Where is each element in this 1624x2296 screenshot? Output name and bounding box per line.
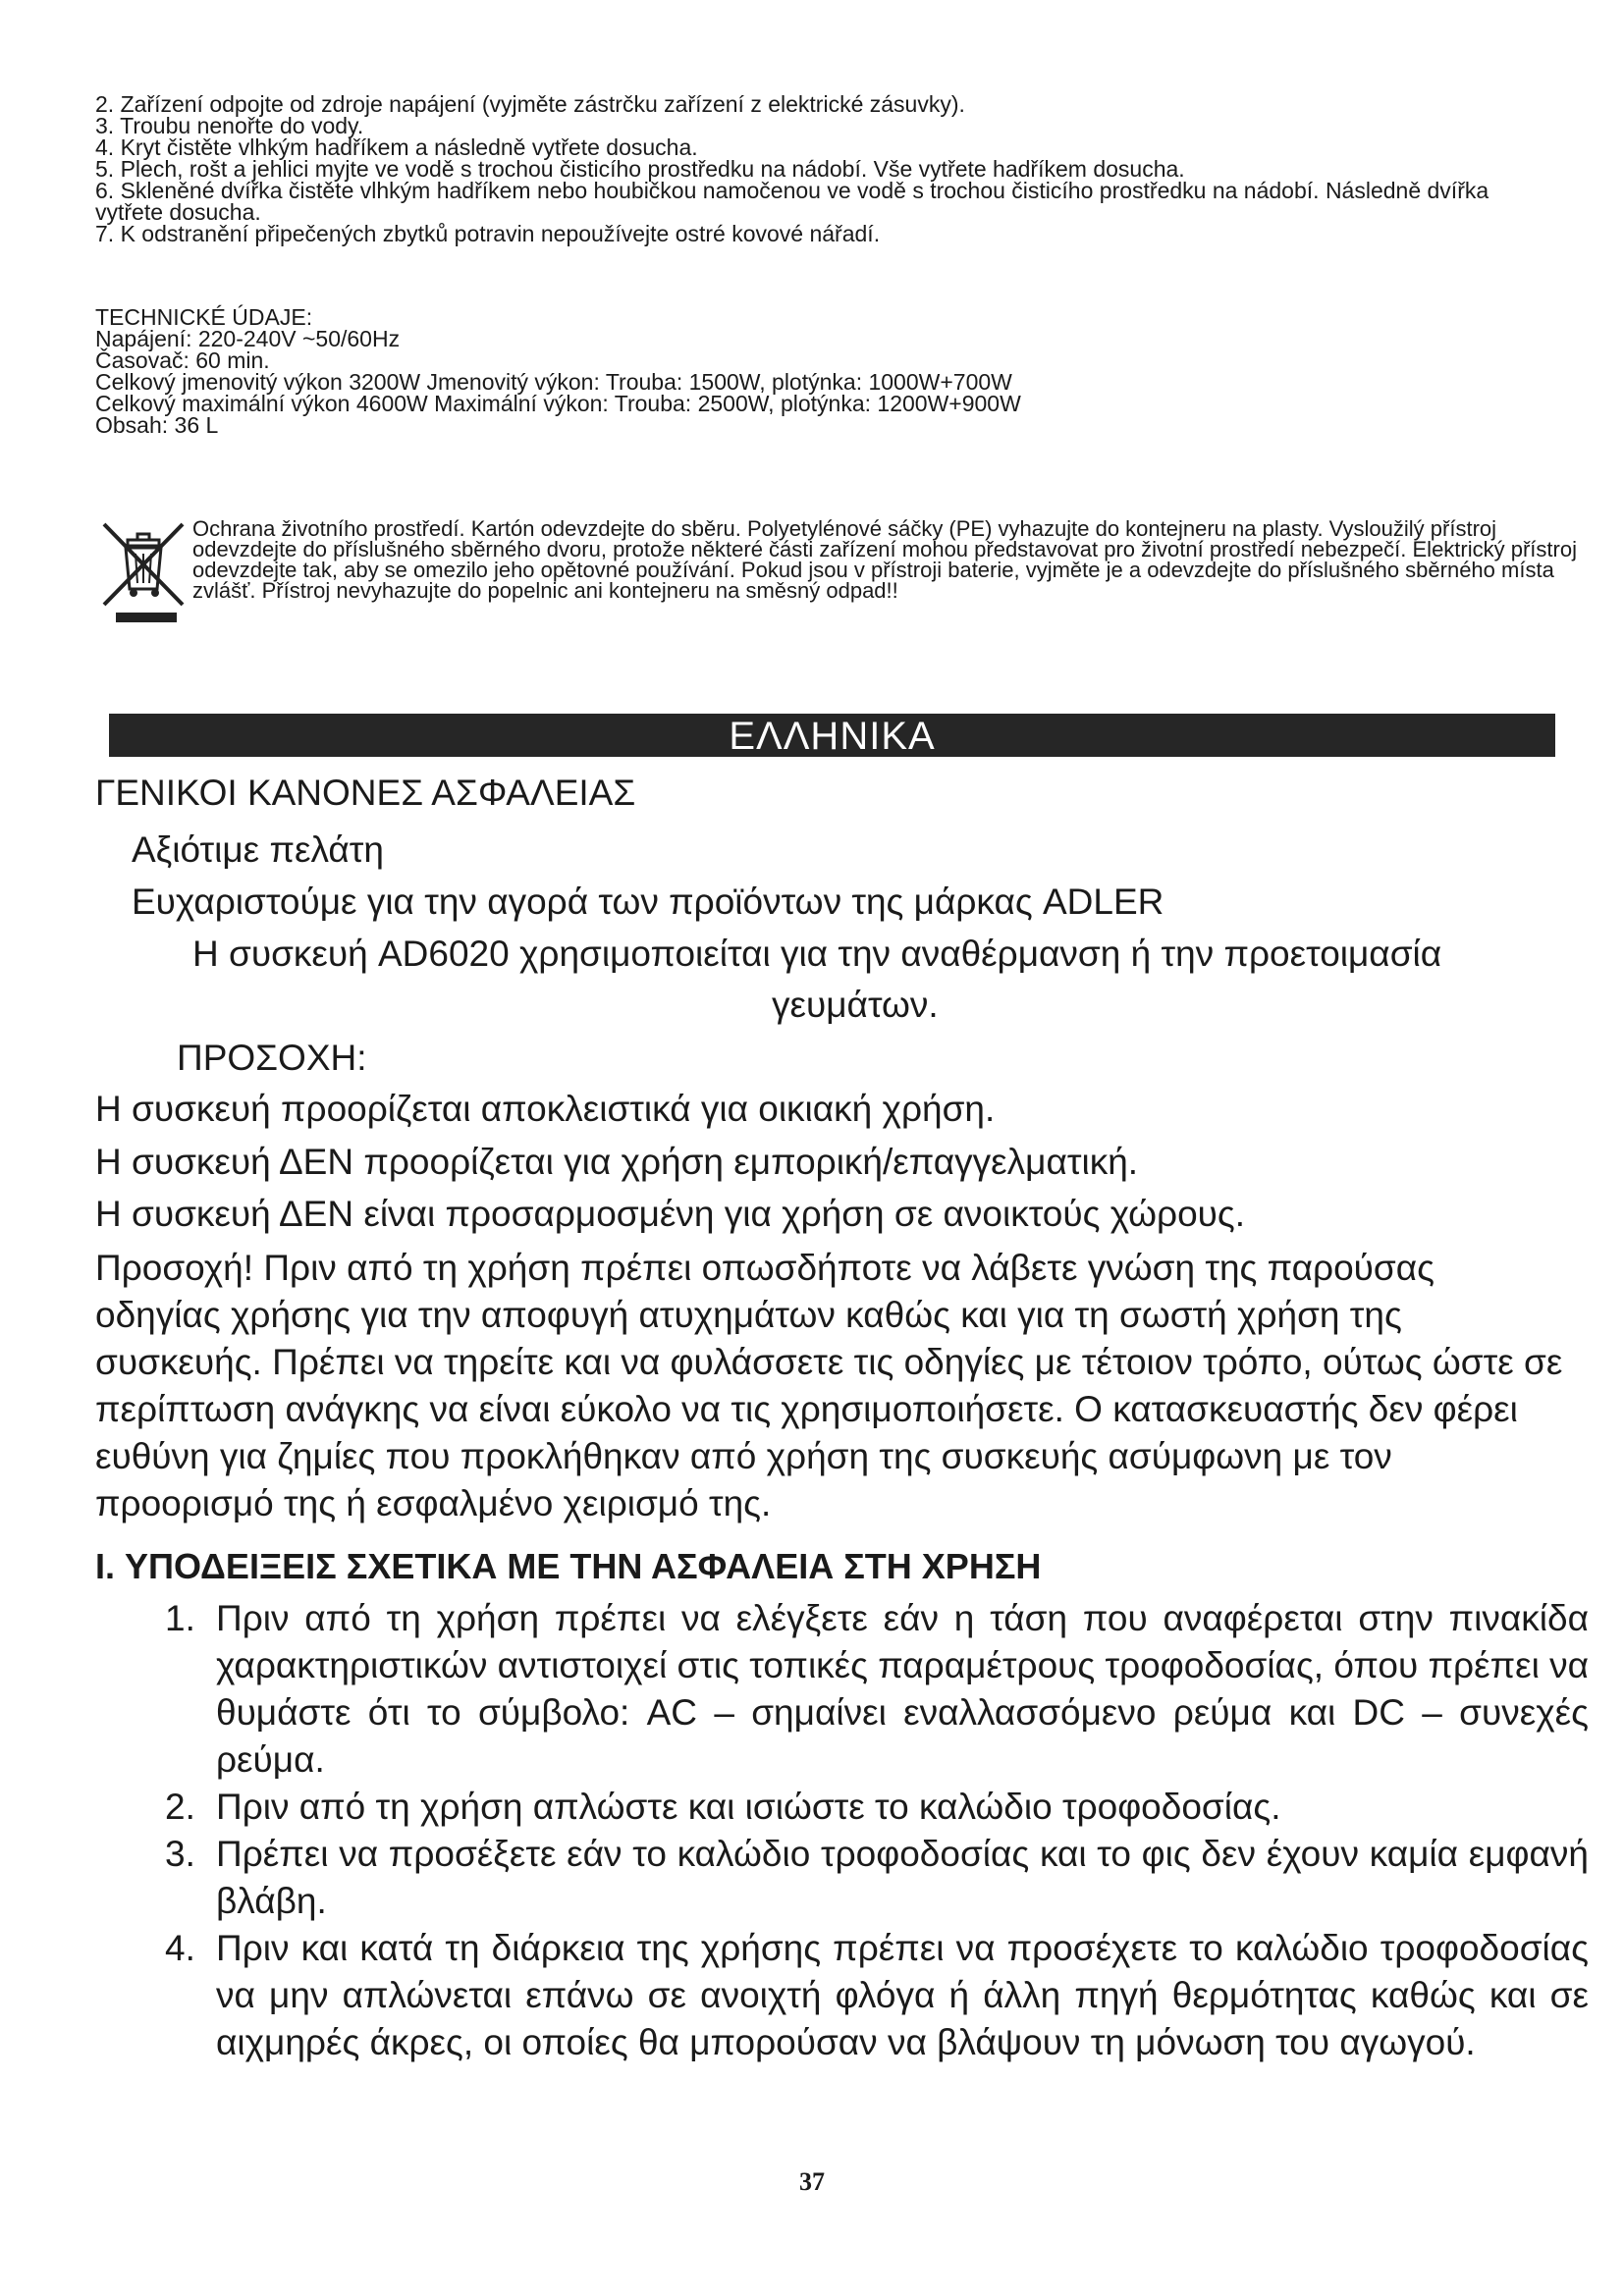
- czech-maintenance-steps: [95, 93, 1548, 244]
- czech-step-5: 5. Plech, rošt a jehlici myjte ve vodě s trochou čisticího prostředku na nádobí. Vše vytřete hadříkem dosucha.: [95, 156, 1185, 182]
- technical-data: [95, 306, 1021, 436]
- czech-step-4: 4. Kryt čistěte vlhkým hadříkem a následně vytřete dosucha.: [95, 134, 698, 160]
- tech-line-rated-power: Celkový jmenovitý výkon 3200W Jmenovitý výkon: Trouba: 1500W, plotýnka: 1000W+700W: [95, 369, 1012, 395]
- safety-item-text: Πριν και κατά τη διάρκεια της χρήσης πρέπει να προσέχετε το καλώδιο τροφοδοσίας να μην απλώνεται επάνω σε ανοιχτή φλόγα ή άλλη πηγή θερμότητας καθώς και σε αιχμηρές άκρες, οι οποίες θα μπορούσαν να βλάψουν τη μόνωση του αγωγού.: [216, 1928, 1589, 2062]
- salutation: Αξιότιμε πελάτη: [132, 829, 384, 870]
- safety-item-number: 2.: [165, 1787, 195, 1827]
- czech-step-6: 6. Skleněné dvířka čistěte vlhkým hadříkem nebo houbičkou namočenou ve vodě s trochou čisticího prostředku na nádobí. Následně dvířka vytřete dosucha.: [95, 178, 1489, 225]
- czech-step-3: 3. Troubu nenořte do vody.: [95, 113, 364, 138]
- general-safety-title: ΓΕΝΙΚΟΙ ΚΑΝΟΝΕΣ ΑΣΦΑΛΕΙΑΣ: [95, 773, 636, 813]
- tech-line-capacity: Obsah: 36 L: [95, 412, 219, 438]
- environment-notice: [192, 518, 1577, 601]
- safety-item-2: [165, 1784, 1589, 1831]
- safety-section-title: I. ΥΠΟΔΕΙΞΕΙΣ ΣΧΕΤΙΚΑ ΜΕ ΤΗΝ ΑΣΦΑΛΕΙΑ ΣΤΗ ΧΡΗΣΗ: [95, 1546, 1042, 1586]
- language-header-bar: [109, 714, 1555, 757]
- crossed-bin-icon: [98, 518, 187, 626]
- czech-step-2: 2. Zařízení odpojte od zdroje napájení (vyjměte zástrčku zařízení z elektrické zásuvky).: [95, 91, 965, 117]
- page-number: 37: [799, 2167, 825, 2196]
- note-not-commercial: Η συσκευή ΔΕΝ προορίζεται για χρήση εμπορική/επαγγελματική.: [95, 1142, 1139, 1182]
- technical-data-title: TECHNICKÉ ÚDAJE:: [95, 304, 313, 330]
- safety-item-number: 3.: [165, 1834, 195, 1874]
- purpose-line-2: γευμάτων.: [772, 985, 939, 1025]
- czech-step-7: 7. K odstranění připečených zbytků potravin nepoužívejte ostré kovové nářadí.: [95, 221, 881, 246]
- safety-item-number: 1.: [165, 1598, 195, 1638]
- thanks-line: Ευχαριστούμε για την αγορά των προϊόντων της μάρκας ADLER: [132, 881, 1164, 922]
- safety-item-text: Πριν από τη χρήση απλώστε και ισιώστε το καλώδιο τροφοδοσίας.: [216, 1787, 1281, 1827]
- attention-label: ΠΡΟΣΟΧΗ:: [177, 1038, 367, 1078]
- tech-line-timer: Časovač: 60 min.: [95, 347, 270, 373]
- safety-item-text: Πρέπει να προσέξετε εάν το καλώδιο τροφοδοσίας και το φις δεν έχουν καμία εμφανή βλάβη.: [216, 1834, 1589, 1921]
- environment-notice-text: Ochrana životního prostředí. Kartón odevzdejte do sběru. Polyetylénové sáčky (PE) vyhazujte do kontejneru na plasty. Vysloužilý přístroj odevzdejte do příslušného sběrného dvoru, protože některé části zařízení mohou představovat pro životní prostředí nebezpečí. Elektrický přístroj odevzdejte tak, aby se omezilo jeho opětovné používání. Pokud jsou v přístroji baterie, vyjměte je a odevzdejte do příslušného sběrného místa zvlášť. Přístroj nevyhazujte do popelnic ani kontejneru na směsný odpad!!: [192, 516, 1577, 603]
- safety-item-4: [165, 1925, 1589, 2066]
- language-label: ΕΛΛΗΝΙΚΑ: [729, 715, 936, 758]
- warning-paragraph-text: Προσοχή! Πριν από τη χρήση πρέπει οπωσδήποτε να λάβετε γνώση της παρούσας οδηγίας χρήσης για την αποφυγή ατυχημάτων καθώς και για τη σωστή χρήση της συσκευής. Πρέπει να τηρείτε και να φυλάσσετε τις οδηγίες με τέτοιον τρόπο, ούτως ώστε σε περίπτωση ανάγκης να είναι εύκολο να τις χρησιμοποιήσετε. Ο κατασκευαστής δεν φέρει ευθύνη για ζημίες που προκλήθηκαν από χρήση της συσκευής ασύμφωνη με τον προορισμό της ή εσφαλμένο χειρισμό της.: [95, 1248, 1563, 1523]
- tech-line-max-power: Celkový maximální výkon 4600W Maximální výkon: Trouba: 2500W, plotýnka: 1200W+900W: [95, 391, 1021, 416]
- note-household-only: Η συσκευή προορίζεται αποκλειστικά για οικιακή χρήση.: [95, 1089, 996, 1129]
- note-not-outdoor: Η συσκευή ΔΕΝ είναι προσαρμοσμένη για χρήση σε ανοικτούς χώρους.: [95, 1194, 1246, 1234]
- safety-list: [165, 1595, 1589, 2066]
- purpose-line-1: Η συσκευή AD6020 χρησιμοποιείται για την αναθέρμανση ή την προετοιμασία: [192, 934, 1442, 974]
- tech-line-power: Napájení: 220-240V ~50/60Hz: [95, 326, 401, 351]
- warning-paragraph: [95, 1245, 1566, 1527]
- safety-item-1: [165, 1595, 1589, 1784]
- safety-item-text: Πριν από τη χρήση πρέπει να ελέγξετε εάν η τάση που αναφέρεται στην πινακίδα χαρακτηριστικών αντιστοιχεί στις τοπικές παραμέτρους τροφοδοσίας, όπου πρέπει να θυμάστε ότι το σύμβολο: AC – σημαίνει εναλλασσόμενο ρεύμα και DC – συνεχές ρεύμα.: [216, 1598, 1589, 1780]
- safety-item-3: [165, 1831, 1589, 1925]
- safety-item-number: 4.: [165, 1928, 195, 1968]
